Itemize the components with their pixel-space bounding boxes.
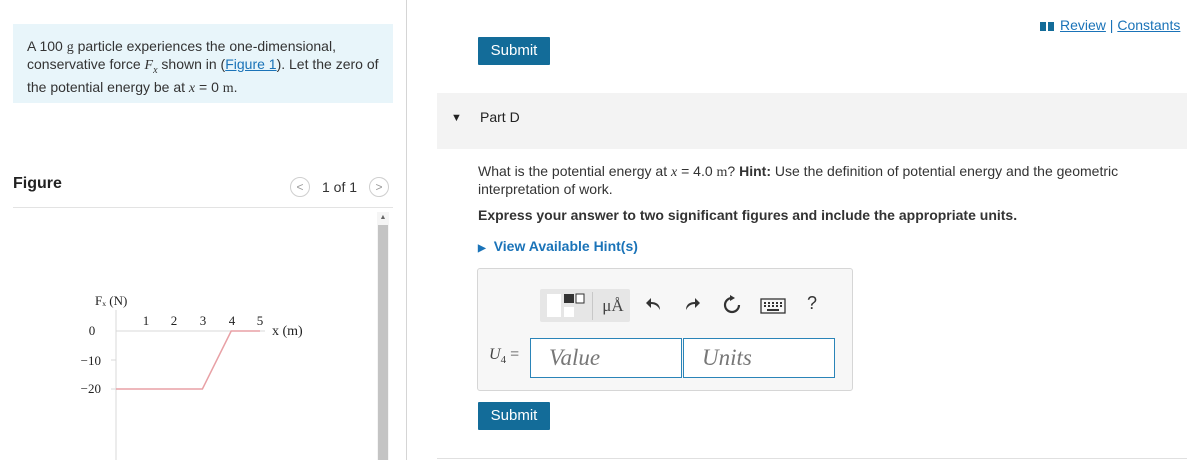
problem-text: = 0 xyxy=(195,78,223,95)
x-tick-label: 2 xyxy=(170,313,178,328)
separator: | xyxy=(1105,17,1118,33)
panel-divider xyxy=(406,0,407,460)
x-tick-label: 4 xyxy=(228,313,236,328)
units-icon: μÅ xyxy=(602,296,624,315)
unit-meters: m xyxy=(222,80,234,96)
keyboard-icon[interactable] xyxy=(760,298,786,314)
problem-text: shown in ( xyxy=(157,56,226,72)
problem-text: ). Let the zero of the potential energy be at xyxy=(27,56,379,95)
previous-submit-button[interactable]: Submit xyxy=(478,37,550,65)
figure-pager: 1 of 1 xyxy=(322,179,358,195)
redo-icon[interactable] xyxy=(682,295,702,315)
question-fragment: ? xyxy=(727,163,740,179)
units-button[interactable] xyxy=(592,292,629,320)
question-fragment: What is the potential energy at xyxy=(478,163,671,179)
x-variable: x xyxy=(188,80,196,96)
value-input[interactable]: Value xyxy=(530,338,682,378)
figure-divider xyxy=(13,207,393,208)
x-tick-label: 5 xyxy=(256,313,264,328)
chevron-left-icon: < xyxy=(296,180,304,194)
answer-label xyxy=(489,346,519,366)
reset-icon[interactable] xyxy=(721,294,743,316)
chevron-right-icon: > xyxy=(375,180,383,194)
view-hints-link[interactable] xyxy=(478,238,638,254)
constants-link[interactable]: Constants xyxy=(1117,17,1181,33)
problem-text: particle experiences the one-dimensional, conservative force xyxy=(27,38,336,72)
submit-button[interactable]: Submit xyxy=(478,402,550,430)
graph-ylabel: Fₓ (N) xyxy=(95,293,128,308)
question-fragment: = 4.0 xyxy=(677,163,717,179)
force-graph xyxy=(0,280,370,460)
instructions: Express your answer to two significant figures and include the appropriate units. xyxy=(478,207,1018,223)
figure-next-button[interactable] xyxy=(369,177,389,197)
figure-link[interactable]: Figure 1 xyxy=(225,56,277,72)
review-constants xyxy=(1040,17,1180,33)
problem-statement xyxy=(13,24,393,103)
graph-xlabel: x (m) xyxy=(272,324,303,339)
x-variable: x xyxy=(671,165,678,180)
force-subscript: x xyxy=(153,64,158,76)
force-symbol: F xyxy=(144,58,154,73)
figure-prev-button[interactable] xyxy=(290,177,310,197)
caret-right-icon: ▶ xyxy=(478,243,486,254)
y-tick-label: −10 xyxy=(80,353,101,368)
caret-down-icon[interactable]: ▼ xyxy=(451,112,462,124)
book-icon xyxy=(1040,22,1054,31)
y-tick-label: −20 xyxy=(80,381,101,396)
unit-meters: m xyxy=(716,165,728,180)
part-title[interactable]: Part D xyxy=(480,109,520,125)
part-header[interactable] xyxy=(437,93,1187,149)
question-fragment: Use the definition of potential energy and the geometric interpretation of work. xyxy=(478,163,1119,197)
answer-subscript: 4 xyxy=(500,354,507,367)
y-tick-label: 0 xyxy=(88,323,96,338)
equals-sign: = xyxy=(506,346,520,363)
review-link[interactable]: Review xyxy=(1060,17,1106,33)
fraction-template-icon[interactable] xyxy=(544,291,586,320)
figure-title: Figure xyxy=(13,175,62,192)
x-tick-label: 3 xyxy=(199,313,207,328)
problem-text: . xyxy=(233,78,238,95)
x-tick-label: 1 xyxy=(142,313,150,328)
answer-variable: U xyxy=(489,346,501,363)
undo-icon[interactable] xyxy=(644,295,664,315)
help-button[interactable]: ? xyxy=(806,293,817,313)
question-text xyxy=(478,163,1138,197)
view-hints-label: View Available Hint(s) xyxy=(493,238,638,254)
hint-label: Hint: xyxy=(739,163,771,179)
figure-scrollbar-thumb[interactable] xyxy=(378,225,388,460)
force-series-line xyxy=(116,331,260,389)
unit-grams: g xyxy=(66,40,74,55)
units-input[interactable]: Units xyxy=(683,338,835,378)
problem-text: A 100 xyxy=(27,38,67,54)
section-divider xyxy=(437,458,1187,459)
scroll-up-icon[interactable]: ▲ xyxy=(379,214,387,221)
